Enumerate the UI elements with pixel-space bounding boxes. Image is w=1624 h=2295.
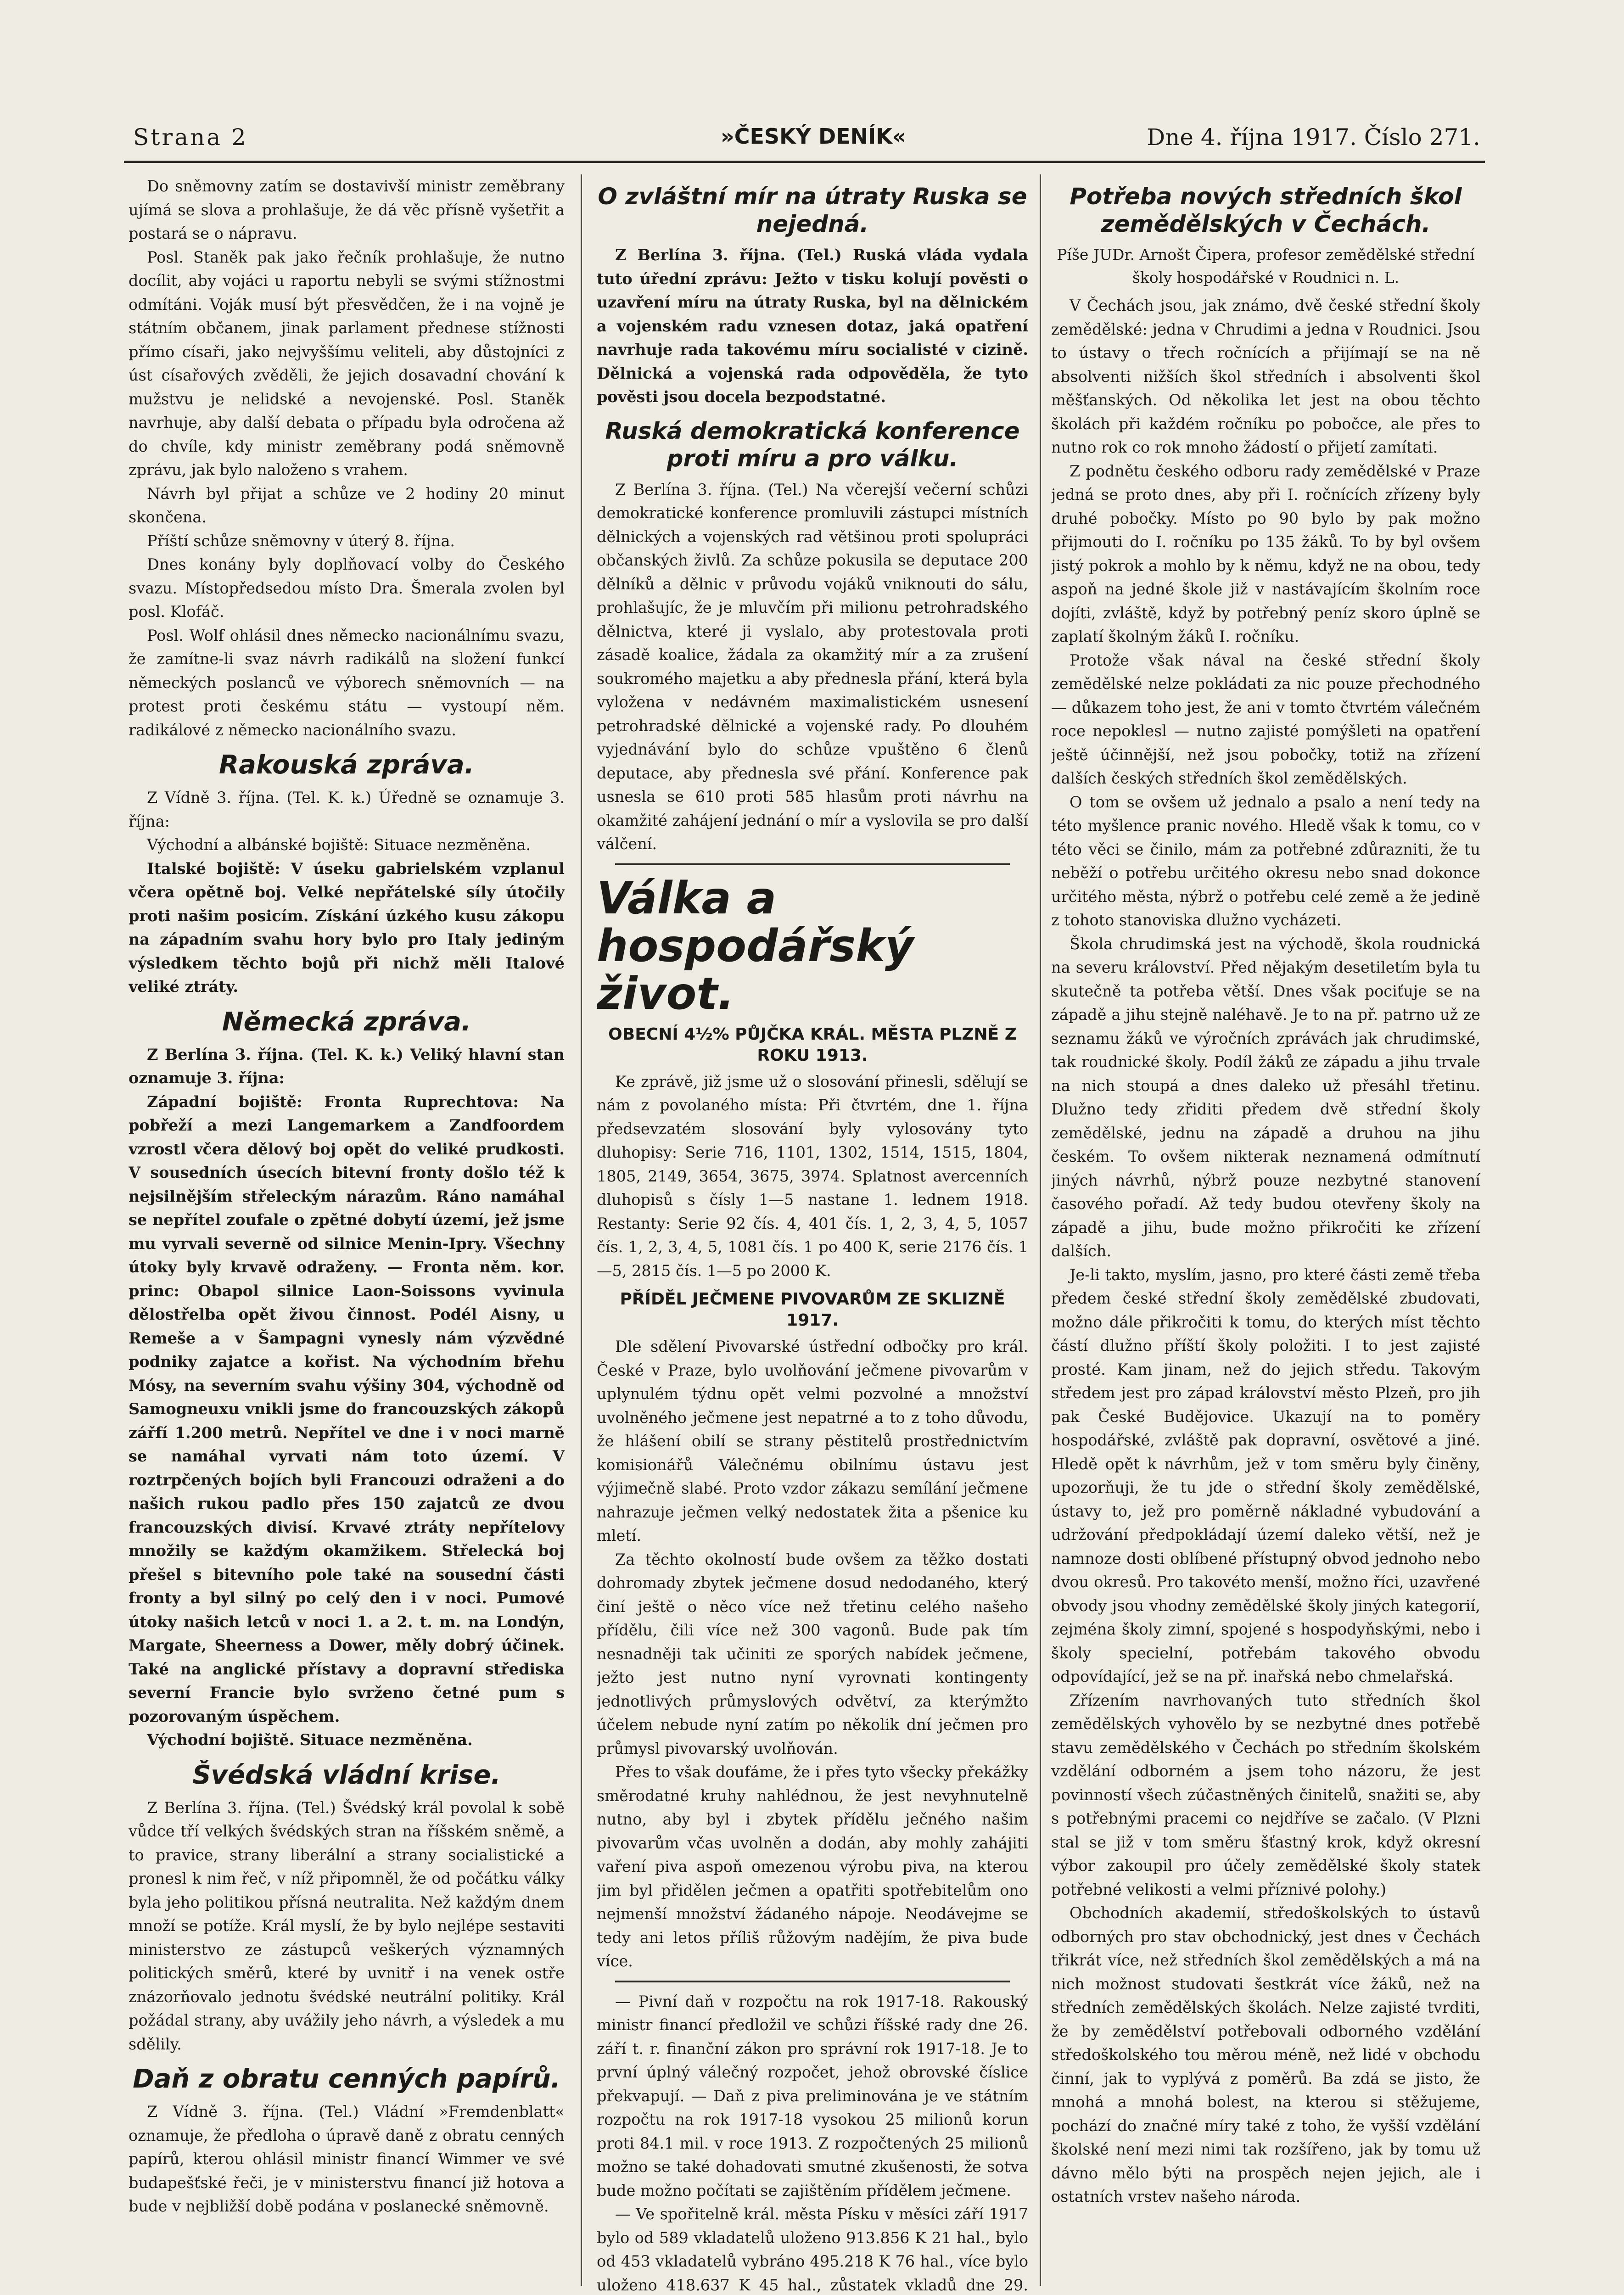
article-paragraph: Z podnětu českého odboru rady zemědělské v Praze jedná se proto dnes, aby při I. ročnících zřízeny byly druhé pobočky. Místo po 90 bylo by pak možno přijmouti do I. ročníku po 135 žáků. To by byl ovšem jistý pokrok a mohlo by k němu, když ne na obou, tedy aspoň na jedné škole již v nastávajícím školním roce dojíti, zvláště, když by potřebný peníz skoro úplně se zaplatí školným žáků I. ročníku.	[1051, 462, 1480, 645]
column-2	[597, 174, 1028, 2295]
section-rule	[615, 863, 1010, 865]
byline: Píše JUDr. Arnošt Čipera, profesor zemědělské střední školy hospodářské v Roudnici n. L.	[1057, 246, 1475, 286]
newspaper-page	[124, 110, 1485, 2295]
article-paragraph: V Čechách jsou, jak známo, dvě české střední školy zemědělské: jedna v Chrudimi a jedna v Roudnici. Jsou to ústavy o třech ročnících a přijímají se na ně absolventi nižších škol středních i absolventi škol měšťanských. Od několika let jest na obou těchto školách při každém ročníku po pobočce, ale přes to nutno rok co rok mnoho žádostí o přijetí zamítati.	[1051, 297, 1480, 456]
header-rule	[124, 161, 1485, 163]
subheadline-pridel-jecmene: PŘÍDĚL JEČMENE PIVOVARŮM ZE SKLIZNĚ 1917.	[620, 1290, 1005, 1330]
column-divider	[581, 174, 582, 2286]
page-number: Strana 2	[133, 124, 248, 151]
issue-date: Dne 4. října 1917. Číslo 271.	[1147, 124, 1480, 151]
headline-dan-z-obratu: Daň z obratu cenných papírů.	[133, 2064, 560, 2094]
article-paragraph: Z Vídně 3. října. (Tel.) Vládní »Fremdenblatt« oznamuje, že předloha o úpravě daně z obratu cenných papírů, kterou ohlásil ministr financí Wimmer ve své budapešťské řeči, je v ministerstvu financí již hotova a bude v nejbližší době podána v poslanecké sněmovně.	[129, 2103, 565, 2215]
article-paragraph: Návrh byl přijat a schůze ve 2 hodiny 20 minut skončena.	[129, 484, 565, 526]
article-paragraph: Italské bojiště: V úseku gabrielském vzplanul včera opětně boj. Velké nepřátelské síly útočily proti našim posicím. Získání úzkého kusu zákopu na západním svahu hory bylo pro Italy jediným výsledkem těchto bojů při nichž měli Italové veliké ztráty.	[129, 859, 565, 996]
article-paragraph: Obchodních akademií, středoškolských to ústavů odborných pro stav obchodnický, jest dnes v Čechách třikrát více, než středních škol zemědělských a má na nich možnost studovati šestkrát více žáků, než na středních zemědělských školách. Nelze zajisté tvrditi, že by zemědělství potřebovali odborného vzdělání středoškolského tou měrou méně, než lidé v obchodu činní, jak to vyplývá z poměrů. Ba zdá se jisto, že mnohá a mnohá bolest, na kterou si stěžujeme, pochází do značné míry také z toho, že vyšší vzdělání školské není mezi nimi tak rozšířeno, jak by tomu už dávno mělo býti na prospěch nejen jejich, ale i ostatních vrstev našeho národa.	[1051, 1904, 1480, 2205]
headline-nemecka-zprava: Německá zpráva.	[222, 1007, 471, 1037]
headline-valka-a-hospodarsky-zivot: Válka a hospodářský život.	[597, 872, 914, 1019]
article-paragraph: O tom se ovšem už jednalo a psalo a není tedy na této myšlence pranic nového. Hledě však k tomu, co v této věci se činilo, mám za potřebné zdůrazniti, že tu neběží o potřebu určitého okresu nebo snad dokonce určitého města, nýbrž o potřebu celé země a že jedině z tohoto stanoviska dlužno vycházeti.	[1051, 793, 1480, 929]
running-header	[124, 124, 1485, 161]
article-paragraph: Posl. Staněk pak jako řečník prohlašuje, že nutno docílit, aby vojáci u raportu nebyli se svými stížnostmi odmítáni. Voják musí být přesvědčen, že i na vojně je státním občanem, jinak parlament přednese stížnosti přímo císaři, jako nejvyššímu veliteli, aby důstojníci z úst císařových zvěděli, že jejich dosavadní chování k mužstvu je nelidské a nevojenské. Posl. Staněk navrhuje, aby další debata o případu byla odročena až do chvíle, kdy ministr zeměbrany podá sněmovně zprávu, jak bylo naloženo s vrahem.	[129, 248, 565, 479]
section-rule	[615, 1981, 1010, 1982]
article-paragraph: Je-li takto, myslím, jasno, pro které části země třeba předem české střední školy zemědělské zbudovati, možno dále přikročiti k tomu, do kterých míst těchto částí dlužno příští školy položiti. I to jest zajisté prosté. Kam jinam, než do jejich středu. Takovým středem jest pro západ království město Plzeň, pro jih pak České Budějovice. Ukazují na to poměry hospodářské, zvláště pak dopravní, osvětové a jiné. Hledě opět k návrhům, jež v tom směru byly činěny, upozorňuji, že tu jde o střední školy zemědělské, ústavy to, jež pro poměrně nákladné vybudování a udržování předpokládají území daleko větší, než je namnoze dosti oblíbené přístupný obvod jednoho nebo dvou okresů. Pro takovéto menší, možno říci, uzavřené obvody jsou vhodny zemědělské školy jiných kategorií, zejména školy zimní, spojené s hospodyňskými, nebo i školy specielní, potřebám takového obvodu odpovídající, jež se na př. inařská nebo chmelařská.	[1051, 1265, 1480, 1685]
article-paragraph: Dle sdělení Pivovarské ústřední odbočky pro král. České v Praze, bylo uvolňování ječmene pivovarům v uplynulém týdnu opět velmi pozvolné a množství uvolněného ječmene jest nepatrné a to z toho důvodu, že hlášení obilí se strany pěstitelů prostřednictvím komisionářů Válečnému obilnímu ústavu jest výjimečně slabé. Proto vzdor zákazu semílání ječmene nahrazuje ječmen velký nedostatek žita a pšenice ku mletí.	[597, 1338, 1028, 1545]
column-3	[1051, 174, 1480, 2295]
column-1	[129, 174, 565, 2295]
article-paragraph: — Ve spořitelně král. města Písku v měsíci září 1917 bylo od 589 vkladatelů uloženo 913.856 K 21 hal., bylo od 453 vkladatelů vybráno 495.218 K 76 hal., více bylo uloženo 418.637 K 45 hal., zůstatek vkladů dne 29.	[597, 2205, 1028, 2294]
column-divider	[1040, 174, 1041, 2286]
article-paragraph: Z Vídně 3. října. (Tel. K. k.) Úředně se oznamuje 3. října:	[129, 789, 565, 830]
headline-zvlastni-mir: O zvláštní mír na útraty Ruska se nejedná.	[598, 183, 1027, 237]
article-paragraph: Západní bojiště: Fronta Ruprechtova: Na pobřeží a mezi Langemarkem a Zandfoordem vzrostl včera dělový boj opět do veliké prudkosti. V sousedních úsecích bitevní fronty došlo též k nejsilnějším střeleckým nárazům. Ráno namáhal se nepřítel zoufale o zpětné dobytí území, jež jsme mu vyrvali severně od silnice Menin-Ipry. Všechny útoky byly krvavě odraženy. — Fronta něm. kor. princ: Obapol silnice Laon-Soissons vyvinula dělostřelba opět živou činnost. Podél Aisny, u Remeše a v Šampagni vynesly nám výzvědné podniky zajatce a kořist. Na východním břehu Mósy, na severním svahu výšiny 304, východně od Samogneuxu vnikli jsme do francouzských zákopů zářfí 1.200 metrů. Nepřítel ve dne i v noci marně se namáhal vyrvati nám toto území. V roztrpčených bojích byli Francouzi odraženi a do našich rukou padlo přes 150 zajatců ze dvou francouzských divisí. Krvavé ztráty nepřítelovy množily se každým okamžikem. Střelecká boj přešel s bitevního pole také na sousední části fronty a byl silný po celý den i v noci. Pumové útoky našich letců v noci 1. a 2. t. m. na Londýn, Margate, Sheerness a Dower, měly dobrý účinek. Také na anglické přístavy a dopravní střediska severní Francie bylo svrženo četné pum s pozorovaným úspěchem.	[129, 1092, 565, 1725]
article-paragraph: Východní a albánské bojiště: Situace nezměněna.	[147, 836, 531, 854]
article-paragraph: Přes to však doufáme, že i přes tyto všecky překážky směrodatné kruhy nahlédnou, že jest nevyhnutelně nutno, aby byl i zbytek přídělu ječného našim pivovarům včas uvolněn a dodán, aby mohly zahájiti vaření piva aspoň omezenou výrobu piva, na kterou jim byl přidělen ječmen a opatřiti spotřebitelům ono nejmenší množství žádaného nápoje. Neodávejme se tedy ani letos příliš růžovým nadějím, že piva bude více.	[597, 1763, 1028, 1970]
article-paragraph: Protože však nával na české střední školy zemědělské nelze pokládati za nic pouze přechodného — důkazem toho jest, že ani v tomto čtvrtém válečném roce nepoklesl — nutno zajisté pomýšleti na opatření ještě účinnější, než jsou pobočky, totiž na zřízení dalších českých středních škol zemědělských.	[1051, 651, 1480, 787]
article-paragraph: Příští schůze sněmovny v úterý 8. října.	[147, 532, 455, 550]
headline-ruska-konference: Ruská demokratická konference proti míru a pro válku.	[605, 417, 1020, 472]
article-paragraph: Zřízením navrhovaných tuto středních škol zemědělských vyhovělo by se nezbytné dnes potřebě stavu zemědělského v Čechách po středním školském vzdělání odborném a jsem toho názoru, že jest povinností všech zúčastněných činitelů, snažiti se, aby s potřebnými pracemi co nejdříve se začalo. (V Plzni stal se již v tom směru šťastný krok, když okresní výbor zakoupil pro účely zemědělské školy statek potřebné velikosti a velmi příznivé polohy.)	[1051, 1691, 1480, 1898]
headline-rakouska-zprava: Rakouská zpráva.	[218, 750, 474, 780]
subheadline-obecni-pujcka: OBECNÍ 4½% PŮJČKA KRÁL. MĚSTA PLZNĚ Z ROKU 1913.	[608, 1024, 1017, 1065]
article-paragraph: Škola chrudimská jest na východě, škola roudnická na severu království. Před nějakým desetiletím byla tu skutečně ta potřeba větší. Dnes však pociťuje se na západě a jihu stejně naléhavě. Je to na př. patrno už ze seznamu žáků ve výročních zprávách jak chrudimské, tak roudnické školy. Podíl žáků ze západu a jihu trvale na nich stoupá a dnes daleko už přesáhl třetinu. Dlužno tedy zřiditi předem dvě střední školy zemědělské, jednu na západě a druhou na jihu českém. To ovšem nikterak neznamená odmítnutí jiných návrhů, nýbrž pouze nezbytné stanovení časového pořadí. Až tedy budou otevřeny školy na západě a jihu, bude možno přikročiti ke zřízení dalších.	[1051, 935, 1480, 1260]
article-paragraph: Z Berlína 3. října. (Tel.) Švédský král povolal k sobě vůdce tří velkých švédských stran na říšském sněmě, a to pravice, strany liberální a strany socialistické a pronesl k nim řeč, v níž připomněl, že od počátku války byla jeho politikou přísná neutralita. Než každým dnem množí se potíže. Král myslí, že by bylo nejlépe sestaviti ministerstvo ze zástupců veškerých významných politických směrů, které by uvnitř i na venek ostře znázorňovalo jednotu švédské neutrální politiky. Král požádal strany, aby uvážily jeho návrh, a výsledek a mu sdělily.	[129, 1798, 565, 2053]
article-paragraph: Východní bojiště. Situace nezměněna.	[147, 1731, 473, 1749]
headline-svedska-krise: Švédská vládní krise.	[192, 1760, 501, 1790]
article-paragraph: Do sněmovny zatím se dostavivší ministr zeměbrany ujímá se slova a prohlašuje, že dá věc přísně vyšetřit a postará se o nápravu.	[129, 177, 565, 242]
article-paragraph: Posl. Wolf ohlásil dnes německo nacionálnímu svazu, že zamítne-li svaz návrh radikálů na složení funkcí německých poslanců ve výborech sněmovních — na protest proti českému státu — vystoupí něm. radikálové z německo nacionálního svazu.	[129, 626, 565, 739]
article-paragraph: Z Berlína 3. října. (Tel.) Ruská vláda vydala tuto úřední zprávu: Ježto v tisku kolují pověsti o uzavření míru na útraty Ruska, byl na dělnickém a vojenském radu vznesen dotaz, jaká opatření navrhuje rada takovému míru socialisté v cizině. Dělnická a vojenská rada odpověděla, že tyto pověsti jsou docela bezpodstatné.	[597, 246, 1028, 406]
article-paragraph: — Pivní daň v rozpočtu na rok 1917-18. Rakouský ministr financí předložil ve schůzi říšské rady dne 26. září t. r. finanční zákon pro správní rok 1917-18. Je to první úplný válečný rozpočet, jehož obrovské číslice překvapují. — Daň z piva preliminována je ve státním rozpočtu na rok 1917-18 vysokou 25 milionů korun proti 84.1 mil. v roce 1913. Z rozpočtených 25 milionů možno se také dohadovati smutné zkušenosti, že sotva bude možno počítati se zajištěním přídělem ječmene.	[597, 1992, 1028, 2200]
masthead: »ČESKÝ DENÍK«	[721, 124, 906, 149]
article-paragraph: Z Berlína 3. října. (Tel.) Na včerejší večerní schůzi demokratické konference promluvili zástupci místních dělnických a vojenských rad většinou proti spolupráci občanských živlů. Za schůze pokusila se deputace 200 dělníků a dělnic v průvodu vojáků vniknouti do sálu, prohlašujíc, že je mluvčím při milionu petrohradského dělnictva, které ji vyslalo, aby protestovala proti zásadě koalice, žádala za okamžitý mír a za zrušení soukromého majetku a aby přednesla přání, která byla vyložena v nedávném maximalistickém usnesení petrohradské dělnické a vojenské rady. Po dlouhém vyjednávání bylo do schůze vpuštěno 6 členů deputace, aby přednesla své přání. Konference pak usnesla se 610 proti 585 hlasům proti návrhu na okamžité zahájení jednání o mír a vyslovila se pro další válčení.	[597, 480, 1028, 853]
article-paragraph: Z Berlína 3. října. (Tel. K. k.) Veliký hlavní stan oznamuje 3. října:	[129, 1045, 565, 1087]
article-paragraph: Ke zprávě, již jsme už o slosování přinesli, sdělují se nám z povolaného místa: Při čtvrtém, dne 1. října předsevzatém slosování byly vylosovány tyto dluhopisy: Serie 716, 1101, 1302, 1514, 1515, 1804, 1805, 2149, 3654, 3675, 3974. Splatnost avercenních dluhopisů s čísly 1—5 nastane 1. lednem 1918. Restanty: Serie 92 čís. 4, 401 čís. 1, 2, 3, 4, 5, 1057 čís. 1, 2, 3, 4, 5, 1081 čís. 1 po 400 K, serie 2176 čís. 1—5, 2815 čís. 1—5 po 2000 K.	[597, 1072, 1028, 1280]
article-paragraph: Dnes konány byly doplňovací volby do Českého svazu. Místopředsedou místo Dra. Šmerala zvolen byl posl. Klofáč.	[129, 555, 565, 621]
article-paragraph: Za těchto okolností bude ovšem za těžko dostati dohromady zbytek ječmene dosud nedodaného, který činí ještě o něco více než třetinu celého našeho přídělu, čili více než 300 vagonů. Bude pak tím nesnadněji tak učiniti ze sporých nabídek ječmene, ježto jest nutno nyní vyrovnati kontingenty jednotlivých průmyslových odvětví, za kterýmžto účelem nebude nyní zatím po několik dní ječmen pro průmysl pivovarský uvolňován.	[597, 1550, 1028, 1758]
headline-potreba-skol: Potřeba nových středních škol zemědělských v Čechách.	[1070, 183, 1462, 237]
